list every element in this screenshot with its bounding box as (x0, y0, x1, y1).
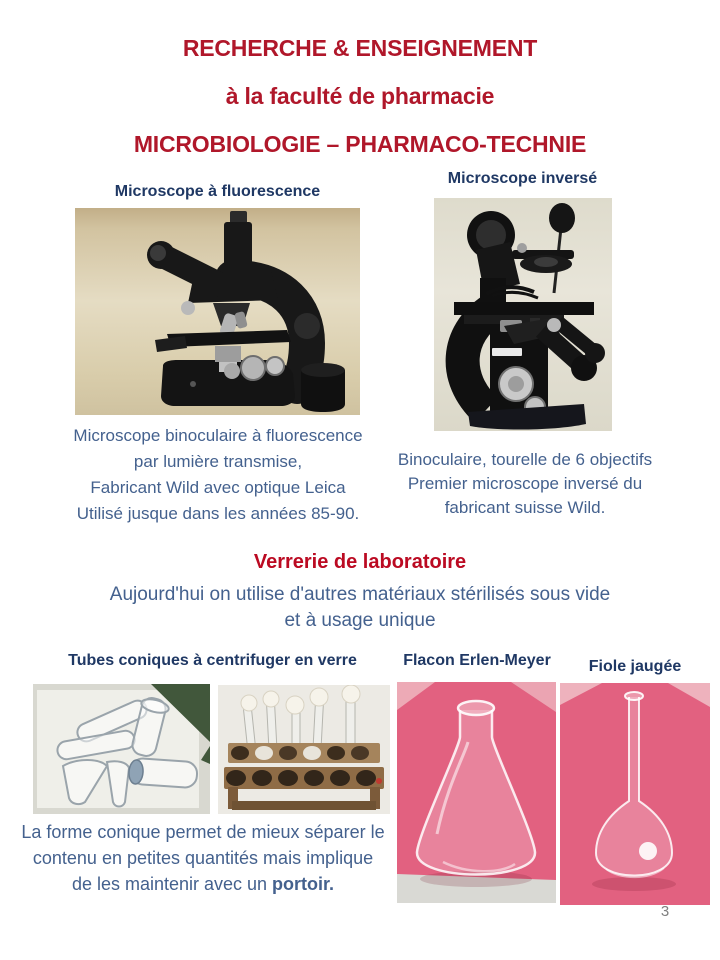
title-line-3: MICROBIOLOGIE – PHARMACO-TECHNIE (133, 131, 587, 157)
erlenmeyer-flask-illustration (397, 682, 556, 903)
fluorescence-microscope-photo (75, 208, 360, 415)
fiole-heading: Fiole jaugée (588, 658, 682, 675)
caption-line: La forme conique permet de mieux séparer le (21, 822, 385, 842)
caption-line: Microscope binoculaire à fluorescence (73, 426, 363, 445)
inverted-microscope-photo (434, 198, 612, 431)
page-number: 3 (660, 903, 670, 920)
inverted-caption (380, 448, 670, 520)
fluorescence-caption (40, 423, 396, 527)
volumetric-flask-illustration (560, 683, 710, 905)
tubes-caption (13, 819, 393, 897)
caption-line: Premier microscope inversé du (407, 474, 643, 493)
caption-line: Fabricant Wild avec optique Leica (90, 478, 346, 497)
verrerie-subtitle (0, 582, 720, 634)
tubes-heading: Tubes coniques à centrifuger en verre (68, 652, 357, 669)
caption-line-prefix: de les maintenir avec un (71, 874, 273, 894)
caption-bold-word: portoir. (272, 874, 335, 894)
tube-rack-photo (218, 685, 390, 814)
verrerie-heading: Verrerie de laboratoire (253, 551, 467, 573)
caption-line: Utilisé jusque dans les années 85-90. (76, 504, 360, 523)
caption-line (13, 871, 393, 897)
caption-line: Binoculaire, tourelle de 6 objectifs (397, 450, 653, 469)
subtitle-line: et à usage unique (284, 610, 436, 631)
conical-tubes-photo (33, 684, 210, 814)
caption-line: fabricant suisse Wild. (444, 498, 606, 517)
slide-title (0, 24, 720, 168)
tube-rack-illustration (218, 685, 390, 814)
fluorescence-microscope-illustration (75, 208, 360, 415)
title-line-2: à la faculté de pharmacie (225, 83, 495, 109)
caption-line: par lumière transmise, (133, 452, 303, 471)
fluorescence-microscope-heading: Microscope à fluorescence (114, 183, 321, 200)
erlenmeyer-heading: Flacon Erlen-Meyer (403, 652, 551, 669)
subtitle-line: Aujourd'hui on utilise d'autres matériaux stérilisés sous vide (109, 584, 611, 605)
caption-line: contenu en petites quantités mais implique (32, 848, 374, 868)
erlenmeyer-photo (397, 682, 556, 903)
inverted-microscope-illustration (434, 198, 612, 431)
title-line-1: RECHERCHE & ENSEIGNEMENT (182, 35, 538, 61)
fiole-photo (560, 683, 710, 905)
inverted-microscope-heading: Microscope inversé (447, 170, 598, 187)
conical-tubes-illustration (33, 684, 210, 814)
